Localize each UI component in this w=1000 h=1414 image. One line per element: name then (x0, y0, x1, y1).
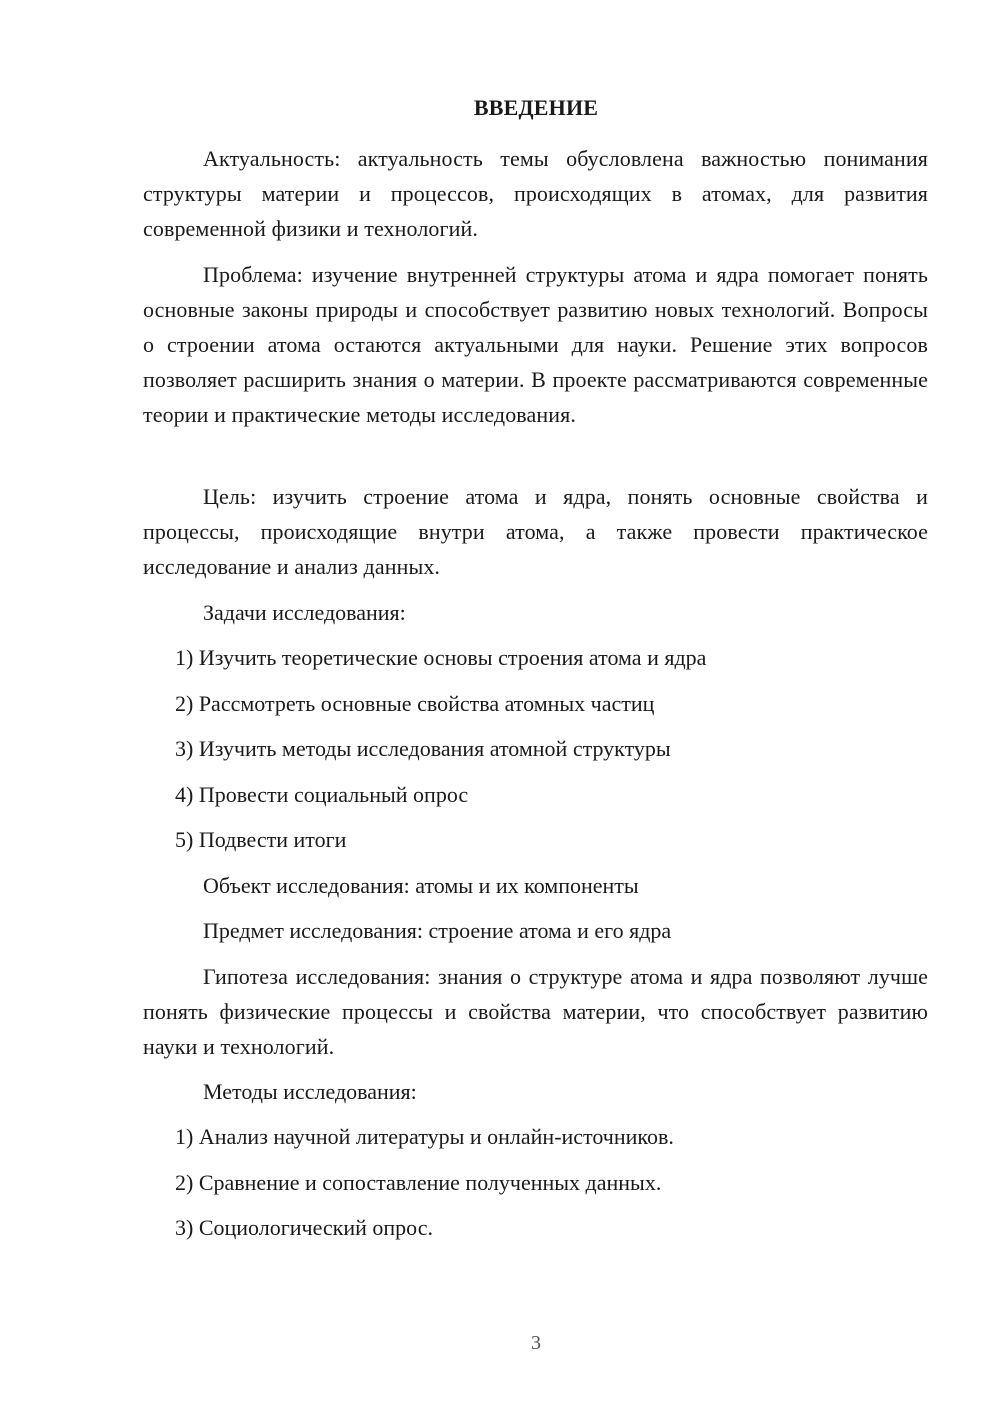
section-heading: ВВЕДЕНИЕ (473, 95, 599, 120)
problem-paragraph: Проблема: изучение внутренней структуры атома и ядра помогает понять основные законы природы и способствует развитию новых технологий. Вопросы о строении атома остаются актуальными для науки. Решение этих вопросов позволяет расширить знания о материи. В проекте рассматриваются современные теории и практические методы исследования. (143, 262, 928, 427)
object-line: Объект исследования: атомы и их компоненты (203, 873, 639, 898)
task-item: 3) Изучить методы исследования атомной структуры (175, 736, 671, 761)
task-item: 4) Провести социальный опрос (175, 782, 469, 807)
relevance-paragraph: Актуальность: актуальность темы обусловлена важностью понимания структуры материи и процессов, происходящих в атомах, для развития современной физики и технологий. (143, 146, 928, 241)
task-item: 2) Рассмотреть основные свойства атомных частиц (175, 691, 655, 716)
task-item: 1) Изучить теоретические основы строения атома и ядра (175, 645, 707, 670)
method-item: 3) Социологический опрос. (175, 1215, 433, 1240)
task-item: 5) Подвести итоги (175, 827, 347, 852)
goal-paragraph: Цель: изучить строение атома и ядра, понять основные свойства и процессы, происходящие внутри атома, а также провести практическое исследование и анализ данных. (143, 484, 928, 579)
hypothesis-paragraph: Гипотеза исследования: знания о структуре атома и ядра позволяют лучше понять физические процессы и свойства материи, что способствует развитию науки и технологий. (143, 964, 928, 1059)
methods-title: Методы исследования: (203, 1079, 417, 1104)
tasks-title: Задачи исследования: (203, 600, 406, 625)
method-item: 2) Сравнение и сопоставление полученных данных. (175, 1170, 662, 1195)
method-item: 1) Анализ научной литературы и онлайн-источников. (175, 1124, 674, 1149)
subject-line: Предмет исследования: строение атома и его ядра (203, 918, 672, 943)
page-number: 3 (531, 1332, 541, 1354)
